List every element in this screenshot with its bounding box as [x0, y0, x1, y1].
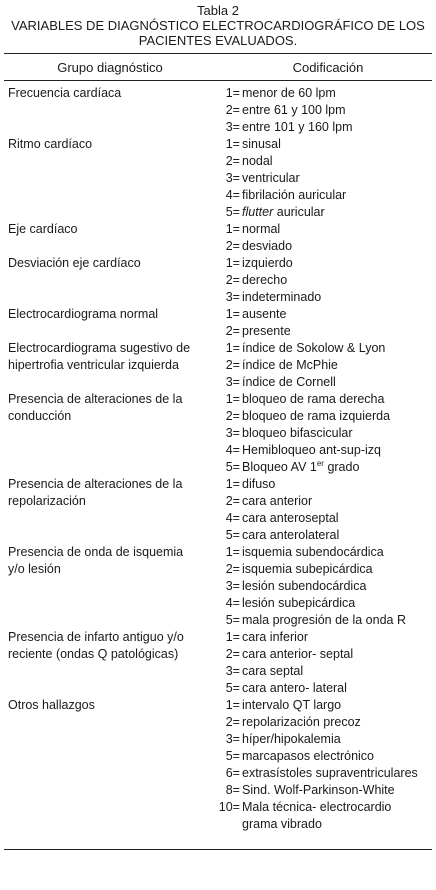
group-name: Frecuencia cardíaca — [8, 86, 122, 100]
code-value: mala progresión de la onda R — [242, 613, 406, 627]
code-value-sup: er — [316, 459, 324, 468]
code-item — [204, 459, 436, 476]
code-value: Sind. Wolf-Parkinson-White — [242, 783, 395, 797]
code-item — [204, 646, 436, 663]
table-body — [0, 81, 436, 833]
code-item — [204, 204, 436, 221]
code-item — [204, 102, 436, 119]
code-key: 3= — [225, 579, 240, 593]
code-key: 5= — [225, 749, 240, 763]
code-key: 4= — [225, 188, 240, 202]
code-list — [204, 136, 436, 221]
code-item — [204, 255, 436, 272]
code-value — [240, 204, 325, 221]
code-key: 2= — [225, 647, 240, 661]
table-title: VARIABLES DE DIAGNÓSTICO ELECTROCARDIOGRÁFICO DE LOS PACIENTES EVALUADOS. — [11, 18, 425, 48]
group-name: Desviación eje cardíaco — [8, 256, 141, 270]
code-value: Mala técnica- electrocardio grama vibrado — [242, 800, 392, 831]
code-key: 3= — [225, 375, 240, 389]
table-row — [0, 340, 436, 391]
code-item — [204, 561, 436, 578]
code-item — [204, 782, 436, 799]
code-value: normal — [242, 222, 281, 236]
code-value: cara anterior- septal — [242, 647, 354, 661]
code-value: indeterminado — [242, 290, 322, 304]
code-value: sinusal — [242, 137, 281, 151]
code-item — [204, 680, 436, 697]
code-item — [204, 374, 436, 391]
group-name: Presencia de infarto antiguo y/o reciente (ondas Q patológicas) — [8, 630, 184, 661]
code-value: lesión subepicárdica — [242, 596, 356, 610]
group-name: Presencia de onda de isquemia y/o lesión — [8, 545, 184, 576]
code-value-rest: grado — [323, 460, 360, 474]
code-value: isquemia subepicárdica — [242, 562, 373, 576]
table-header — [0, 54, 436, 80]
code-key: 4= — [225, 511, 240, 525]
code-item — [204, 340, 436, 357]
code-value-italic: flutter — [242, 205, 274, 219]
code-key: 5= — [225, 528, 240, 542]
table-row — [0, 136, 436, 221]
table-row — [0, 629, 436, 697]
code-value: extrasístoles supraventriculares — [242, 766, 418, 780]
code-key: 1= — [225, 698, 240, 712]
code-item — [204, 289, 436, 306]
code-list — [204, 306, 436, 340]
code-key: 1= — [225, 341, 240, 355]
code-value: cara anterior — [242, 494, 313, 508]
code-value: isquemia subendocárdica — [242, 545, 384, 559]
code-key: 10= — [218, 800, 240, 814]
code-value: índice de Cornell — [242, 375, 336, 389]
code-value: bloqueo bifascicular — [242, 426, 353, 440]
code-value: menor de 60 lpm — [242, 86, 336, 100]
code-key: 1= — [225, 137, 240, 151]
code-item — [204, 306, 436, 323]
code-key: 1= — [225, 307, 240, 321]
code-value: intervalo QT largo — [242, 698, 342, 712]
code-item — [204, 663, 436, 680]
group-name: Eje cardíaco — [8, 222, 78, 236]
code-key: 5= — [225, 681, 240, 695]
code-item — [204, 238, 436, 255]
code-item — [204, 170, 436, 187]
code-value: índice de Sokolow & Lyon — [242, 341, 386, 355]
code-list — [204, 85, 436, 136]
code-list — [204, 629, 436, 697]
code-item — [204, 357, 436, 374]
code-key: 2= — [225, 409, 240, 423]
header-group: Grupo diagnóstico — [57, 59, 163, 75]
code-item — [204, 119, 436, 136]
code-value: híper/hipokalemia — [242, 732, 341, 746]
code-key: 2= — [225, 239, 240, 253]
code-key: 3= — [225, 171, 240, 185]
code-value: marcapasos electrónico — [242, 749, 375, 763]
code-item — [204, 476, 436, 493]
code-item — [204, 442, 436, 459]
code-item — [204, 85, 436, 102]
code-key: 5= — [225, 205, 240, 219]
code-list — [204, 544, 436, 629]
code-key: 1= — [225, 545, 240, 559]
code-item — [204, 544, 436, 561]
table-row — [0, 255, 436, 306]
code-value: entre 61 y 100 lpm — [242, 103, 346, 117]
code-item — [204, 493, 436, 510]
code-item — [204, 612, 436, 629]
code-item — [204, 272, 436, 289]
code-key: 1= — [225, 392, 240, 406]
code-key: 3= — [225, 426, 240, 440]
code-value: repolarización precoz — [242, 715, 361, 729]
code-key: 2= — [225, 103, 240, 117]
code-key: 3= — [225, 290, 240, 304]
code-key: 1= — [225, 630, 240, 644]
code-key: 1= — [225, 222, 240, 236]
code-key: 3= — [225, 732, 240, 746]
table-row — [0, 544, 436, 629]
code-value: cara anterolateral — [242, 528, 340, 542]
code-key: 2= — [225, 562, 240, 576]
code-value: cara inferior — [242, 630, 308, 644]
code-value: difuso — [242, 477, 276, 491]
code-item — [204, 748, 436, 765]
code-value — [240, 459, 359, 476]
code-key: 4= — [225, 596, 240, 610]
code-key: 2= — [225, 154, 240, 168]
code-item — [204, 527, 436, 544]
code-value: presente — [242, 324, 291, 338]
code-value: cara anteroseptal — [242, 511, 339, 525]
code-key: 2= — [225, 715, 240, 729]
code-item — [204, 391, 436, 408]
code-key: 1= — [225, 86, 240, 100]
code-value: índice de McPhie — [242, 358, 338, 372]
group-name: Otros hallazgos — [8, 698, 95, 712]
code-key: 4= — [225, 443, 240, 457]
code-item — [204, 408, 436, 425]
code-list — [204, 340, 436, 391]
code-value: cara antero- lateral — [242, 681, 347, 695]
code-item — [204, 629, 436, 646]
code-value-main: Bloqueo AV 1 — [242, 460, 317, 474]
code-list — [204, 697, 436, 833]
code-key: 3= — [225, 120, 240, 134]
code-key: 2= — [225, 494, 240, 508]
code-list — [204, 391, 436, 476]
code-list — [204, 476, 436, 544]
code-item — [204, 136, 436, 153]
code-value: Hemibloqueo ant-sup-izq — [242, 443, 381, 457]
group-name: Electrocardiograma sugestivo de hipertrofia ventricular izquierda — [8, 341, 191, 372]
group-name: Electrocardiograma normal — [8, 307, 159, 321]
code-key: 3= — [225, 664, 240, 678]
code-item — [204, 425, 436, 442]
code-key: 5= — [225, 613, 240, 627]
table-row — [0, 85, 436, 136]
table-caption — [0, 0, 436, 48]
code-key: 8= — [225, 783, 240, 797]
code-key: 1= — [225, 256, 240, 270]
table-row — [0, 221, 436, 255]
code-item — [204, 595, 436, 612]
code-value: ausente — [242, 307, 287, 321]
bottom-rule — [4, 849, 432, 850]
code-item — [204, 578, 436, 595]
code-key: 5= — [225, 460, 240, 474]
code-key: 1= — [225, 477, 240, 491]
code-key: 6= — [225, 766, 240, 780]
code-value: cara septal — [242, 664, 304, 678]
group-name: Presencia de alteraciones de la repolarización — [8, 477, 183, 508]
code-item — [204, 765, 436, 782]
code-value: nodal — [242, 154, 273, 168]
header-code: Codificación — [292, 59, 364, 75]
code-value: bloqueo de rama derecha — [242, 392, 385, 406]
code-item — [204, 697, 436, 714]
table-row — [0, 391, 436, 476]
table-row — [0, 476, 436, 544]
code-item — [204, 714, 436, 731]
code-key: 2= — [225, 273, 240, 287]
group-name: Ritmo cardíaco — [8, 137, 93, 151]
group-name: Presencia de alteraciones de la conducción — [8, 392, 183, 423]
code-item — [204, 221, 436, 238]
code-list — [204, 221, 436, 255]
code-item — [204, 731, 436, 748]
code-value: derecho — [242, 273, 288, 287]
code-item — [204, 799, 436, 833]
code-value-rest: auricular — [273, 205, 325, 219]
code-value: lesión subendocárdica — [242, 579, 367, 593]
code-key: 2= — [225, 324, 240, 338]
code-key: 2= — [225, 358, 240, 372]
code-value: fibrilación auricular — [242, 188, 347, 202]
code-value: ventricular — [242, 171, 300, 185]
table-row — [0, 697, 436, 833]
code-item — [204, 153, 436, 170]
code-value: izquierdo — [242, 256, 293, 270]
code-item — [204, 187, 436, 204]
table-number: Tabla 2 — [197, 3, 239, 18]
code-item — [204, 510, 436, 527]
code-value: bloqueo de rama izquierda — [242, 409, 391, 423]
code-list — [204, 255, 436, 306]
table-row — [0, 306, 436, 340]
code-value: desviado — [242, 239, 293, 253]
code-item — [204, 323, 436, 340]
code-value: entre 101 y 160 lpm — [242, 120, 353, 134]
